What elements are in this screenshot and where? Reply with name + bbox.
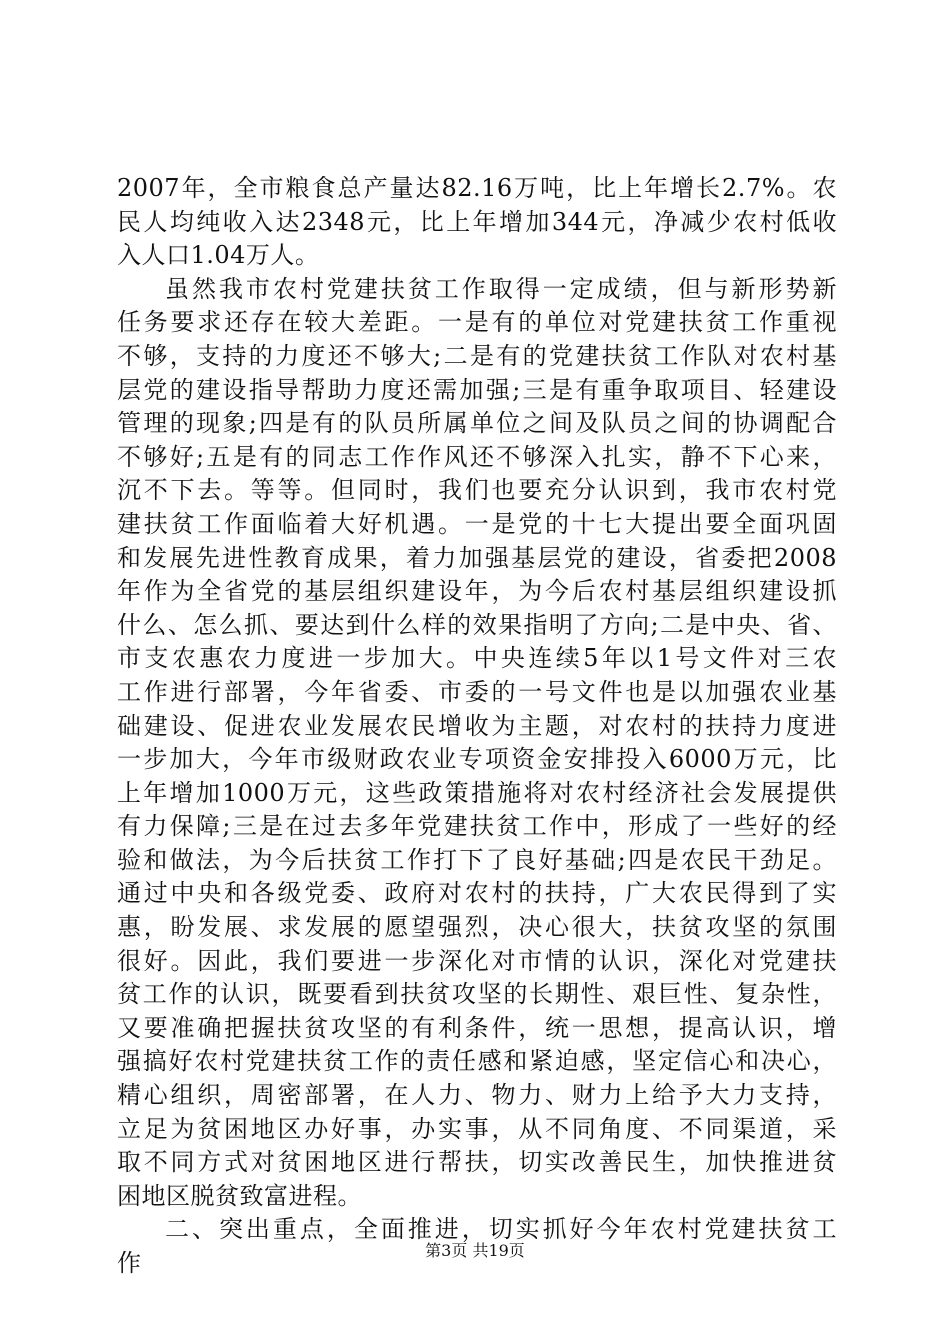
text-line: 有力保障;三是在过去多年党建扶贫工作中，形成了一些好的经 bbox=[117, 812, 837, 841]
text-line: 立足为贫困地区办好事，办实事，从不同角度、不同渠道，采 bbox=[117, 1114, 837, 1143]
text-line: 很好。因此，我们要进一步深化对市情的认识，深化对党建扶 bbox=[117, 946, 837, 975]
text-line: 通过中央和各级党委、政府对农村的扶持，广大农民得到了实 bbox=[117, 879, 837, 908]
text-line: 不够，支持的力度还不够大;二是有的党建扶贫工作队对农村基 bbox=[117, 341, 837, 370]
text-line: 层党的建设指导帮助力度还需加强;三是有重争取项目、轻建设 bbox=[117, 375, 837, 404]
text-line: 贫工作的认识，既要看到扶贫攻坚的长期性、艰巨性、复杂性， bbox=[117, 980, 837, 1009]
text-line: 民人均纯收入达2348元，比上年增加344元，净减少农村低收 bbox=[117, 207, 837, 236]
paragraph-first-line: 虽然我市农村党建扶贫工作取得一定成绩，但与新形势新 bbox=[165, 274, 837, 303]
page-number-label: 第3页 共19页 bbox=[425, 1241, 525, 1260]
text-line: 年作为全省党的基层组织建设年，为今后农村基层组织建设抓 bbox=[117, 577, 837, 606]
text-line: 不够好;五是有的同志工作作风还不够深入扎实，静不下心来， bbox=[117, 442, 837, 471]
text-line: 取不同方式对贫困地区进行帮扶，切实改善民生，加快推进贫 bbox=[117, 1148, 837, 1177]
text-line: 惠，盼发展、求发展的愿望强烈，决心很大，扶贫攻坚的氛围 bbox=[117, 913, 837, 942]
text-line: 困地区脱贫致富进程。 bbox=[117, 1181, 362, 1210]
text-line: 强搞好农村党建扶贫工作的责任感和紧迫感，坚定信心和决心， bbox=[117, 1047, 837, 1076]
section-heading-line: 作 bbox=[117, 1249, 142, 1277]
text-line: 管理的现象;四是有的队员所属单位之间及队员之间的协调配合 bbox=[117, 409, 837, 438]
text-line: 沉不下去。等等。但同时，我们也要充分认识到，我市农村党 bbox=[117, 476, 837, 505]
text-line: 础建设、促进农业发展农民增收为主题，对农村的扶持力度进 bbox=[117, 711, 837, 740]
text-line: 一步加大，今年市级财政农业专项资金安排投入6000万元，比 bbox=[117, 745, 837, 774]
text-line: 验和做法，为今后扶贫工作打下了良好基础;四是农民干劲足。 bbox=[117, 845, 837, 874]
text-line: 工作进行部署，今年省委、市委的一号文件也是以加强农业基 bbox=[117, 677, 837, 706]
text-line: 精心组织，周密部署，在人力、物力、财力上给予大力支持， bbox=[117, 1081, 837, 1110]
text-line: 什么、怎么抓、要达到什么样的效果指明了方向;二是中央、省、 bbox=[117, 610, 837, 639]
text-line: 入人口1.04万人。 bbox=[117, 241, 320, 270]
text-line: 上年增加1000万元，这些政策措施将对农村经济社会发展提供 bbox=[117, 778, 837, 807]
page-footer bbox=[0, 1240, 950, 1262]
text-line: 建扶贫工作面临着大好机遇。一是党的十七大提出要全面巩固 bbox=[117, 509, 837, 538]
text-line: 和发展先进性教育成果，着力加强基层党的建设，省委把2008 bbox=[117, 543, 837, 572]
body-text bbox=[117, 172, 837, 1281]
section-heading-line: 二、突出重点，全面推进，切实抓好今年农村党建扶贫工 bbox=[165, 1215, 837, 1244]
text-line: 市支农惠农力度进一步加大。中央连续5年以1号文件对三农 bbox=[117, 644, 837, 673]
text-line: 2007年，全市粮食总产量达82.16万吨，比上年增长2.7%。农 bbox=[117, 174, 837, 202]
text-line: 任务要求还存在较大差距。一是有的单位对党建扶贫工作重视 bbox=[117, 308, 837, 337]
text-line: 又要准确把握扶贫攻坚的有利条件，统一思想，提高认识，增 bbox=[117, 1013, 837, 1042]
